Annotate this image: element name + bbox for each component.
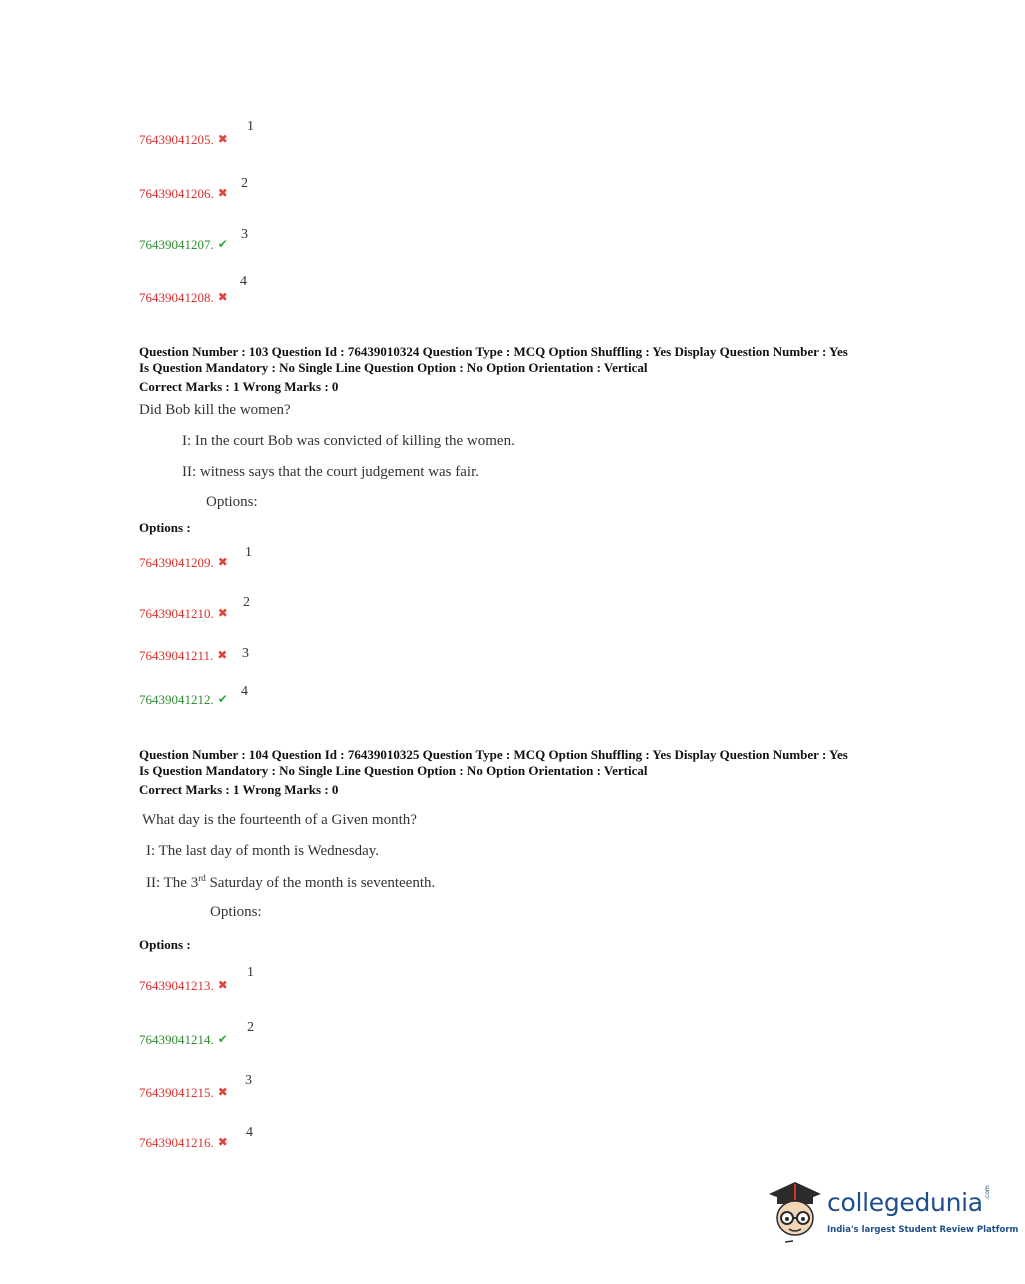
question-marks: Correct Marks : 1 Wrong Marks : 0 <box>139 379 339 394</box>
option-number: 3 <box>242 646 249 661</box>
cross-icon: ✖ <box>217 1135 228 1149</box>
option-number: 2 <box>243 595 250 610</box>
option-id: 76439041210. ✖ <box>139 606 228 621</box>
option-number: 1 <box>247 965 254 980</box>
option-number: 2 <box>247 1020 254 1035</box>
option-id: 76439041215. ✖ <box>139 1085 228 1100</box>
option-id: 76439041216. ✖ <box>139 1135 228 1150</box>
collegedunia-logo <box>765 1178 1019 1248</box>
option-id: 76439041205. ✖ <box>139 132 228 147</box>
options-label: Options : <box>139 937 191 952</box>
inner-options-label: Options: <box>210 904 262 920</box>
option-number: 3 <box>245 1073 252 1088</box>
cross-icon: ✖ <box>217 978 228 992</box>
logo-wordmark: collegedunia <box>827 1188 983 1217</box>
option-id: 76439041213. ✖ <box>139 978 228 993</box>
question-meta-line1: Question Number : 103 Question Id : 76439010324 Question Type : MCQ Option Shuffling : Yes Display Question Number : Yes <box>139 344 848 359</box>
statement-1: I: In the court Bob was convicted of killing the women. <box>182 433 515 449</box>
question-text: Did Bob kill the women? <box>139 402 291 418</box>
check-icon: ✔ <box>217 237 228 251</box>
check-icon: ✔ <box>217 1032 228 1046</box>
question-meta-line1: Question Number : 104 Question Id : 76439010325 Question Type : MCQ Option Shuffling : Yes Display Question Number : Yes <box>139 747 848 762</box>
logo-tagline: India's largest Student Review Platform <box>827 1225 1019 1235</box>
option-id: 76439041212. ✔ <box>139 692 228 707</box>
option-number: 3 <box>241 227 248 242</box>
statement-2: II: The 3rd Saturday of the month is seventeenth. <box>146 873 436 891</box>
option-number: 2 <box>241 176 248 191</box>
cross-icon: ✖ <box>217 1085 228 1099</box>
option-number: 1 <box>247 119 254 134</box>
question-meta-line2: Is Question Mandatory : No Single Line Question Option : No Option Orientation : Vertical <box>139 763 648 778</box>
question-text: What day is the fourteenth of a Given month? <box>142 812 417 828</box>
option-id: 76439041211. ✖ <box>139 648 228 663</box>
option-number: 4 <box>241 684 248 699</box>
question-meta-line2: Is Question Mandatory : No Single Line Question Option : No Option Orientation : Vertical <box>139 360 648 375</box>
option-id: 76439041207. ✔ <box>139 237 228 252</box>
inner-options-label: Options: <box>206 494 258 510</box>
mascot-icon <box>765 1178 825 1248</box>
cross-icon: ✖ <box>217 606 228 620</box>
option-number: 1 <box>245 545 252 560</box>
option-number: 4 <box>246 1125 253 1140</box>
option-id: 76439041206. ✖ <box>139 186 228 201</box>
logo-com: .com <box>984 1185 991 1200</box>
option-id: 76439041208. ✖ <box>139 290 228 305</box>
statement-1: I: The last day of month is Wednesday. <box>146 843 380 859</box>
option-id: 76439041209. ✖ <box>139 555 228 570</box>
options-label: Options : <box>139 520 191 535</box>
cross-icon: ✖ <box>217 290 228 304</box>
cross-icon: ✖ <box>217 186 228 200</box>
cross-icon: ✖ <box>217 555 228 569</box>
option-number: 4 <box>240 274 247 289</box>
cross-icon: ✖ <box>217 132 228 146</box>
option-id: 76439041214. ✔ <box>139 1032 228 1047</box>
question-marks: Correct Marks : 1 Wrong Marks : 0 <box>139 782 339 797</box>
cross-icon: ✖ <box>217 648 228 662</box>
check-icon: ✔ <box>217 692 228 706</box>
statement-2: II: witness says that the court judgement was fair. <box>182 464 480 480</box>
